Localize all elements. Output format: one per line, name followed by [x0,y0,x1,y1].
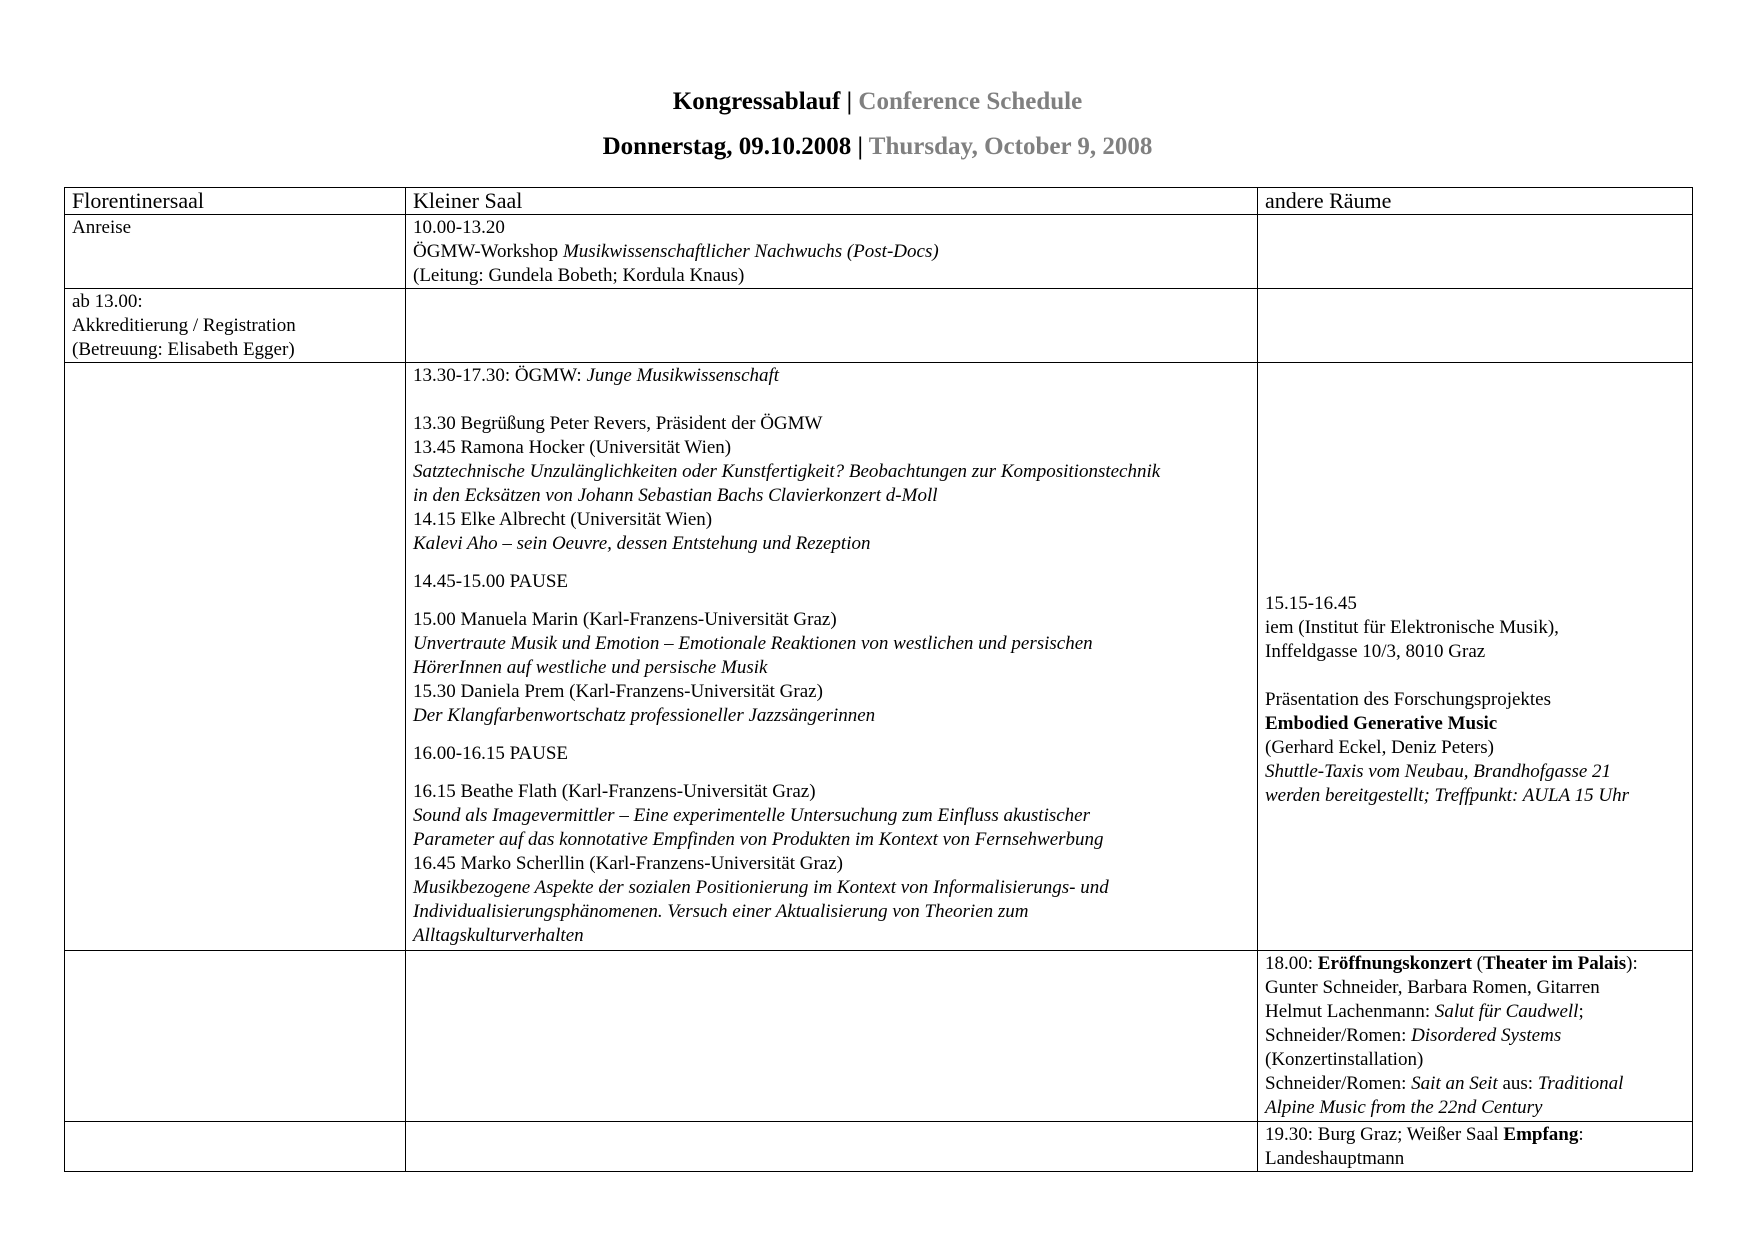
concert-piece [1265,1024,1685,1048]
cell-empty [65,951,406,1122]
iem-presentation-label: Präsentation des Forschungsprojektes [1265,689,1552,710]
talk-speaker: 15.00 Manuela Marin (Karl-Franzens-Universität Graz) [413,609,837,630]
cell-registration [65,289,406,363]
title-de: Kongressablauf [672,88,841,115]
title-separator: | [840,88,859,115]
iem-people: (Gerhard Eckel, Deniz Peters) [1265,737,1494,758]
iem-place: iem (Institut für Elektronische Musik), [1265,617,1559,638]
iem-project-title: Embodied Generative Music [1265,713,1498,734]
anreise-text: Anreise [72,217,132,238]
welcome-line: 13.30 Begrüßung Peter Revers, Präsident der ÖGMW [413,413,823,434]
concert-header [1265,952,1685,976]
talk-title: Musikbezogene Aspekte der sozialen Positionierung im Kontext von Informalisierungs- und [413,877,1109,898]
page-subtitle [0,133,1755,161]
piece-source: Alpine Music from the 22nd Century [1265,1097,1543,1118]
subtitle-en: Thursday, October 9, 2008 [868,133,1153,160]
cell-iem-presentation [1258,363,1693,951]
talk-speaker: 16.15 Beathe Flath (Karl-Franzens-Universität Graz) [413,781,816,802]
reception-text: 19.30: Burg Graz; Weißer Saal [1265,1124,1504,1145]
workshop-leitung: (Leitung: Gundela Bobeth; Kordula Knaus) [413,265,745,286]
concert-piece [1265,1000,1685,1024]
table-row [65,363,1693,951]
cell-reception [1258,1122,1693,1172]
table-row [65,1122,1693,1172]
subtitle-separator: | [851,133,869,160]
workshop-line [413,240,1250,264]
concert-time: 18.00: [1265,953,1318,974]
concert-paren: ): [1626,953,1638,974]
reception-colon: : [1578,1124,1584,1145]
table-header-row [65,188,1693,215]
piece-title: Disordered Systems [1411,1025,1562,1046]
cell-empty [1258,289,1693,363]
piece-source: Traditional [1537,1073,1624,1094]
piece-title: Sait an Seit [1411,1073,1498,1094]
cell-empty [406,289,1258,363]
reception-line [1265,1123,1685,1147]
table-row [65,951,1693,1122]
session-header-title: Junge Musikwissenschaft [586,365,780,386]
schedule-table [64,187,1693,1172]
reception-event: Empfang [1503,1124,1579,1145]
subtitle-de: Donnerstag, 09.10.2008 [602,133,852,160]
cell-workshop [406,215,1258,289]
piece-composer: Helmut Lachenmann: [1265,1001,1435,1022]
talk-title: in den Ecksätzen von Johann Sebastian Bachs Clavierkonzert d-Moll [413,485,938,506]
talk-title: Satztechnische Unzulänglichkeiten oder Kunstfertigkeit? Beobachtungen zur Kompositionstechnik [413,461,1161,482]
registration-betreuung: (Betreuung: Elisabeth Egger) [72,339,295,360]
pause-line: 14.45-15.00 PAUSE [413,571,569,592]
cell-empty [406,1122,1258,1172]
iem-address: Inffeldgasse 10/3, 8010 Graz [1265,641,1486,662]
talk-title: Alltagskulturverhalten [413,925,584,946]
concert-event: Eröffnungskonzert [1317,953,1472,974]
talk-title: Der Klangfarbenwortschatz professioneller Jazzsängerinnen [413,705,876,726]
column-header-andere-raeume: andere Räume [1258,188,1693,215]
concert-performers: Gunter Schneider, Barbara Romen, Gitarren [1265,977,1600,998]
title-en: Conference Schedule [858,88,1083,115]
cell-junge-musikwissenschaft [406,363,1258,951]
concert-paren: ( [1471,953,1483,974]
column-header-kleiner-saal: Kleiner Saal [406,188,1258,215]
iem-shuttle-note: werden bereitgestellt; Treffpunkt: AULA 15 Uhr [1265,785,1629,806]
talk-title: Parameter auf das konnotative Empfinden von Produkten im Kontext von Fernsehwerbung [413,829,1104,850]
talk-speaker: 15.30 Daniela Prem (Karl-Franzens-Universität Graz) [413,681,823,702]
session-header-prefix: 13.30-17.30: ÖGMW: [413,365,587,386]
cell-empty [1258,215,1693,289]
cell-empty [406,951,1258,1122]
talk-speaker: 16.45 Marko Scherllin (Karl-Franzens-Universität Graz) [413,853,843,874]
column-header-florentinersaal: Florentinersaal [65,188,406,215]
piece-title: Salut für Caudwell [1434,1001,1579,1022]
cell-anreise [65,215,406,289]
concert-venue: Theater im Palais [1482,953,1627,974]
iem-shuttle-note: Shuttle-Taxis vom Neubau, Brandhofgasse 21 [1265,761,1612,782]
talk-title: HörerInnen auf westliche und persische Musik [413,657,768,678]
table-row [65,215,1693,289]
piece-note: (Konzertinstallation) [1265,1049,1424,1070]
talk-speaker: 14.15 Elke Albrecht (Universität Wien) [413,509,713,530]
workshop-title: Musikwissenschaftlicher Nachwuchs (Post-Docs) [562,241,939,262]
talk-title: Unvertraute Musik und Emotion – Emotionale Reaktionen von westlichen und persischen [413,633,1093,654]
cell-empty [65,363,406,951]
registration-label: Akkreditierung / Registration [72,315,296,336]
talk-title: Kalevi Aho – sein Oeuvre, dessen Entstehung und Rezeption [413,533,871,554]
iem-time: 15.15-16.45 [1265,593,1357,614]
piece-composer: Schneider/Romen: [1265,1025,1412,1046]
cell-empty [65,1122,406,1172]
piece-aus: aus: [1497,1073,1538,1094]
talk-title: Sound als Imagevermittler – Eine experimentelle Untersuchung zum Einfluss akustischer [413,805,1091,826]
cell-opening-concert [1258,951,1693,1122]
concert-piece [1265,1072,1685,1096]
piece-punct: ; [1578,1001,1584,1022]
talk-speaker: 13.45 Ramona Hocker (Universität Wien) [413,437,732,458]
workshop-label: ÖGMW-Workshop [413,241,563,262]
workshop-time: 10.00-13.20 [413,217,505,238]
page-title [0,88,1755,116]
table-row [65,289,1693,363]
reception-host: Landeshauptmann [1265,1148,1405,1169]
piece-composer: Schneider/Romen: [1265,1073,1412,1094]
talk-title: Individualisierungsphänomenen. Versuch einer Aktualisierung von Theorien zum [413,901,1029,922]
pause-line: 16.00-16.15 PAUSE [413,743,569,764]
registration-time: ab 13.00: [72,291,143,312]
session-header [413,364,1250,388]
